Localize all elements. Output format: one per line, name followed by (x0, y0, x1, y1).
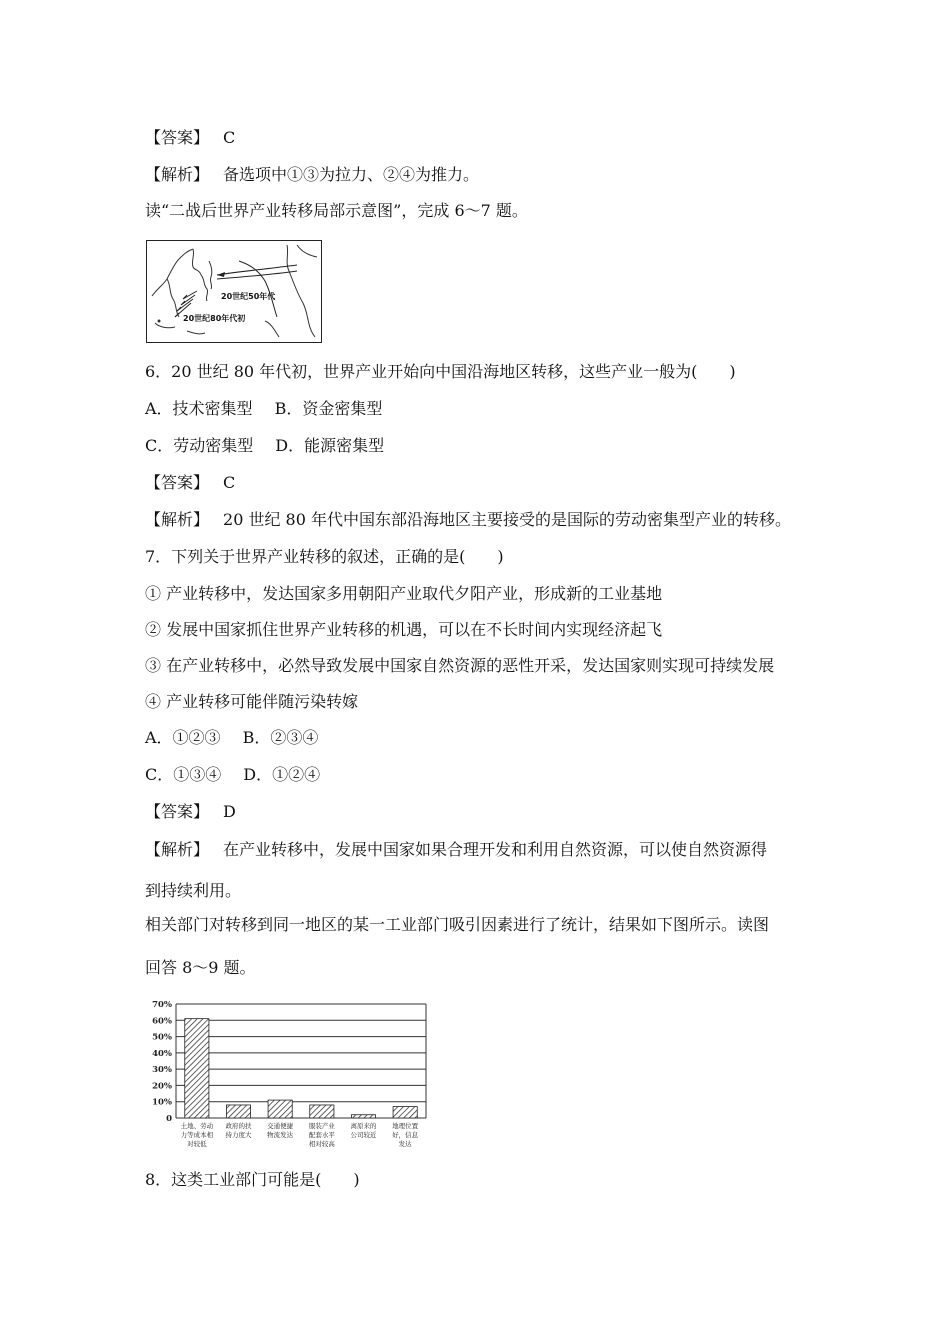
line-text: 6．20 世纪 80 年代初，世界产业开始向中国沿海地区转移，这些产业一般为( ) (145, 362, 736, 381)
category-label-5: 好，信息 (392, 1131, 419, 1139)
line-q6cd (145, 436, 384, 456)
line-q6 (145, 362, 736, 382)
line-tag: 【答案】 (145, 802, 210, 821)
category-label-3: 配套水平 (308, 1131, 335, 1139)
option-q6-b: B．资金密集型 (274, 399, 383, 418)
line-text: 读“二战后世界产业转移局部示意图”，完成 6～7 题。 (145, 201, 528, 220)
line-text: 在产业转移中，发展中国家如果合理开发和利用自然资源，可以使自然资源得 (223, 840, 768, 859)
line-tag: 【解析】 (145, 165, 210, 184)
line-intro2a (145, 915, 769, 935)
line-text: 相关部门对转移到同一地区的某一工业部门吸引因素进行了统计，结果如下图所示。读图 (145, 915, 770, 934)
category-label-0: 力等成本相 (180, 1131, 214, 1139)
category-label-2: 物流发达 (267, 1131, 294, 1139)
line-j7a (145, 840, 767, 860)
industry-transfer-map (146, 240, 322, 343)
line-q7 (145, 547, 504, 567)
line-a7 (145, 802, 236, 822)
line-text: 7．下列关于世界产业转移的叙述，正确的是( ) (145, 547, 504, 566)
line-text: D (223, 802, 236, 821)
bar-3 (310, 1105, 334, 1118)
bar-2 (268, 1100, 292, 1118)
map-drawing (147, 241, 320, 341)
line-j7b (145, 881, 241, 901)
line-q6ab (145, 399, 382, 419)
line-text: 回答 8～9 题。 (145, 958, 256, 977)
category-label-4: 离原来的 (350, 1122, 377, 1130)
line-s1 (145, 584, 662, 604)
line-j1 (145, 165, 479, 185)
chart-y-ticks (152, 1000, 172, 1124)
category-label-4: 公司较近 (350, 1131, 377, 1139)
y-tick-label: 70% (152, 1000, 172, 1010)
line-tag: 【解析】 (145, 510, 210, 529)
line-s4 (145, 692, 358, 712)
line-q7cd (145, 765, 320, 785)
line-s3 (145, 656, 774, 676)
line-text: ④ 产业转移可能伴随污染转嫁 (145, 692, 359, 711)
category-label-2: 交通便捷 (267, 1122, 294, 1130)
category-label-1: 政府的扶 (225, 1122, 252, 1130)
bar-0 (185, 1019, 209, 1118)
chart-bars (185, 1019, 418, 1118)
option-q6-d: D．能源密集型 (275, 436, 385, 455)
line-text: ③ 在产业转移中，必然导致发展中国家自然资源的恶性开采，发达国家则实现可持续发展 (145, 656, 775, 675)
line-s2 (145, 620, 662, 640)
y-tick-label: 30% (152, 1065, 172, 1076)
option-q7-b: B．②③④ (242, 728, 319, 747)
option-q6-c: C．劳动密集型 (145, 436, 254, 455)
y-tick-label: 60% (152, 1016, 172, 1027)
line-text: C (223, 128, 236, 147)
line-text: 20 世纪 80 年代中国东部沿海地区主要接受的是国际的劳动密集型产业的转移。 (223, 510, 791, 529)
label-1980s: 20世纪80年代初 (183, 314, 246, 323)
category-label-0: 土地、劳动 (180, 1122, 214, 1130)
bar-4 (351, 1115, 375, 1118)
line-text: 到持续利用。 (145, 881, 242, 900)
line-text: C (223, 473, 236, 492)
option-q7-c: C．①③④ (145, 765, 222, 784)
y-tick-label: 10% (152, 1097, 172, 1108)
line-tag: 【答案】 (145, 473, 210, 492)
y-tick-label: 0 (166, 1114, 172, 1124)
line-j6 (145, 510, 791, 530)
category-label-3: 相对较高 (308, 1140, 335, 1148)
line-intro2b (145, 958, 256, 978)
line-a6 (145, 473, 235, 493)
option-q7-a: A．①②③ (145, 728, 221, 747)
chart-gridlines (176, 1004, 426, 1118)
category-label-5: 地理位置 (392, 1122, 419, 1130)
category-label-1: 持力度大 (225, 1131, 252, 1139)
category-label-5: 发达 (398, 1140, 412, 1148)
option-q7-d: D．①②④ (243, 765, 321, 784)
line-q8 (145, 1170, 360, 1190)
chart-category-labels (181, 1121, 419, 1148)
option-q6-a: A．技术密集型 (145, 399, 253, 418)
attraction-factors-chart (146, 996, 436, 1156)
label-1950s: 20世纪50年代 (221, 292, 276, 301)
line-text: 备选项中①③为拉力、②④为推力。 (223, 165, 480, 184)
bar-5 (393, 1107, 417, 1118)
y-tick-label: 50% (152, 1032, 172, 1043)
line-text: ② 发展中国家抓住世界产业转移的机遇，可以在不长时间内实现经济起飞 (145, 620, 663, 639)
line-tag: 【解析】 (145, 840, 210, 859)
line-a1 (145, 128, 235, 148)
line-text: 8．这类工业部门可能是( ) (145, 1170, 360, 1189)
bar-1 (226, 1105, 250, 1118)
y-tick-label: 20% (152, 1081, 172, 1092)
line-text: ① 产业转移中，发达国家多用朝阳产业取代夕阳产业，形成新的工业基地 (145, 584, 663, 603)
line-intro1 (145, 201, 528, 221)
y-tick-label: 40% (152, 1048, 172, 1059)
line-tag: 【答案】 (145, 128, 210, 147)
category-label-3: 服装产业 (308, 1122, 335, 1130)
line-q7ab (145, 728, 318, 748)
category-label-0: 对较低 (187, 1140, 207, 1148)
